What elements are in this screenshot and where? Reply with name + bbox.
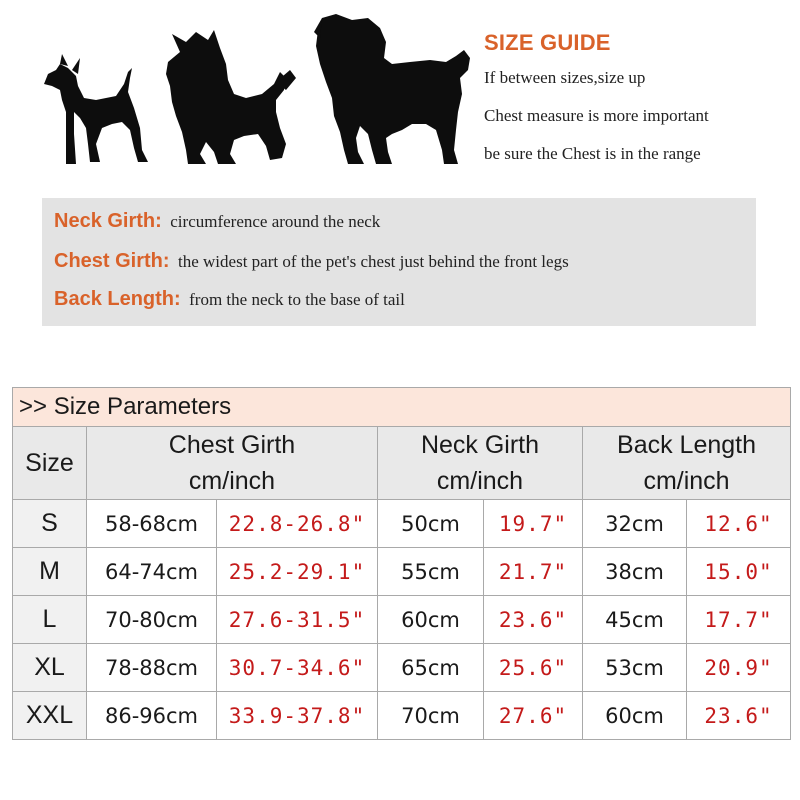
table-row — [13, 500, 791, 548]
definition-text: the widest part of the pet's chest just behind the front legs — [178, 252, 569, 271]
chest-cm: 64-74cm — [87, 548, 217, 596]
guide-line-2: Chest measure is more important — [484, 106, 709, 125]
back-inch: 20.9" — [687, 644, 791, 692]
chest-cm: 58-68cm — [87, 500, 217, 548]
table-row — [13, 644, 791, 692]
neck-cm: 55cm — [378, 548, 484, 596]
chest-cm: 78-88cm — [87, 644, 217, 692]
back-inch: 12.6" — [687, 500, 791, 548]
size-label: M — [13, 548, 87, 596]
back-inch: 23.6" — [687, 692, 791, 740]
neck-girth-header — [378, 427, 583, 500]
chest-girth-header — [87, 427, 378, 500]
table-row — [13, 596, 791, 644]
guide-line-3: be sure the Chest is in the range — [484, 144, 701, 163]
chest-cm: 86-96cm — [87, 692, 217, 740]
neck-inch: 21.7" — [484, 548, 583, 596]
neck-inch: 19.7" — [484, 500, 583, 548]
back-inch: 17.7" — [687, 596, 791, 644]
neck-cm: 65cm — [378, 644, 484, 692]
size-label: L — [13, 596, 87, 644]
back-length-header — [583, 427, 791, 500]
column-group-name: Chest Girth — [168, 431, 296, 459]
chest-inch: 25.2-29.1" — [217, 548, 378, 596]
table-row — [13, 692, 791, 740]
back-cm: 32cm — [583, 500, 687, 548]
column-group-unit: cm/inch — [188, 467, 276, 495]
chest-inch: 30.7-34.6" — [217, 644, 378, 692]
back-cm: 45cm — [583, 596, 687, 644]
back-cm: 60cm — [583, 692, 687, 740]
chest-inch: 33.9-37.8" — [217, 692, 378, 740]
definition-term: Neck Girth: — [54, 210, 162, 232]
size-column-header: Size — [13, 427, 87, 500]
table-title-row — [13, 388, 791, 427]
definition-back — [54, 288, 405, 311]
size-label: XXL — [13, 692, 87, 740]
neck-cm: 50cm — [378, 500, 484, 548]
neck-cm: 70cm — [378, 692, 484, 740]
chest-inch: 22.8-26.8" — [217, 500, 378, 548]
measurement-definitions — [42, 198, 756, 326]
neck-inch: 23.6" — [484, 596, 583, 644]
small-dog-silhouette-icon — [44, 54, 148, 164]
size-parameters-table — [12, 387, 791, 740]
size-label: S — [13, 500, 87, 548]
definition-term: Chest Girth: — [54, 250, 170, 272]
definition-term: Back Length: — [54, 288, 181, 310]
neck-cm: 60cm — [378, 596, 484, 644]
table-row — [13, 548, 791, 596]
definition-neck — [54, 210, 380, 233]
back-cm: 53cm — [583, 644, 687, 692]
back-inch: 15.0" — [687, 548, 791, 596]
dog-silhouettes — [30, 12, 470, 172]
table-title: >> Size Parameters — [13, 388, 791, 427]
column-group-unit: cm/inch — [436, 467, 524, 495]
chest-inch: 27.6-31.5" — [217, 596, 378, 644]
large-dog-silhouette-icon — [314, 14, 470, 164]
definition-chest — [54, 250, 569, 273]
column-group-name: Back Length — [617, 431, 757, 459]
medium-dog-silhouette-icon — [166, 30, 296, 164]
size-guide-title: SIZE GUIDE — [484, 30, 611, 55]
guide-line-1: If between sizes,size up — [484, 68, 646, 87]
neck-inch: 25.6" — [484, 644, 583, 692]
size-label: XL — [13, 644, 87, 692]
column-group-name: Neck Girth — [420, 431, 540, 459]
definition-text: circumference around the neck — [170, 212, 381, 231]
table-header-row — [13, 427, 791, 500]
definition-text: from the neck to the base of tail — [189, 290, 405, 309]
column-group-unit: cm/inch — [643, 467, 730, 495]
chest-cm: 70-80cm — [87, 596, 217, 644]
back-cm: 38cm — [583, 548, 687, 596]
neck-inch: 27.6" — [484, 692, 583, 740]
